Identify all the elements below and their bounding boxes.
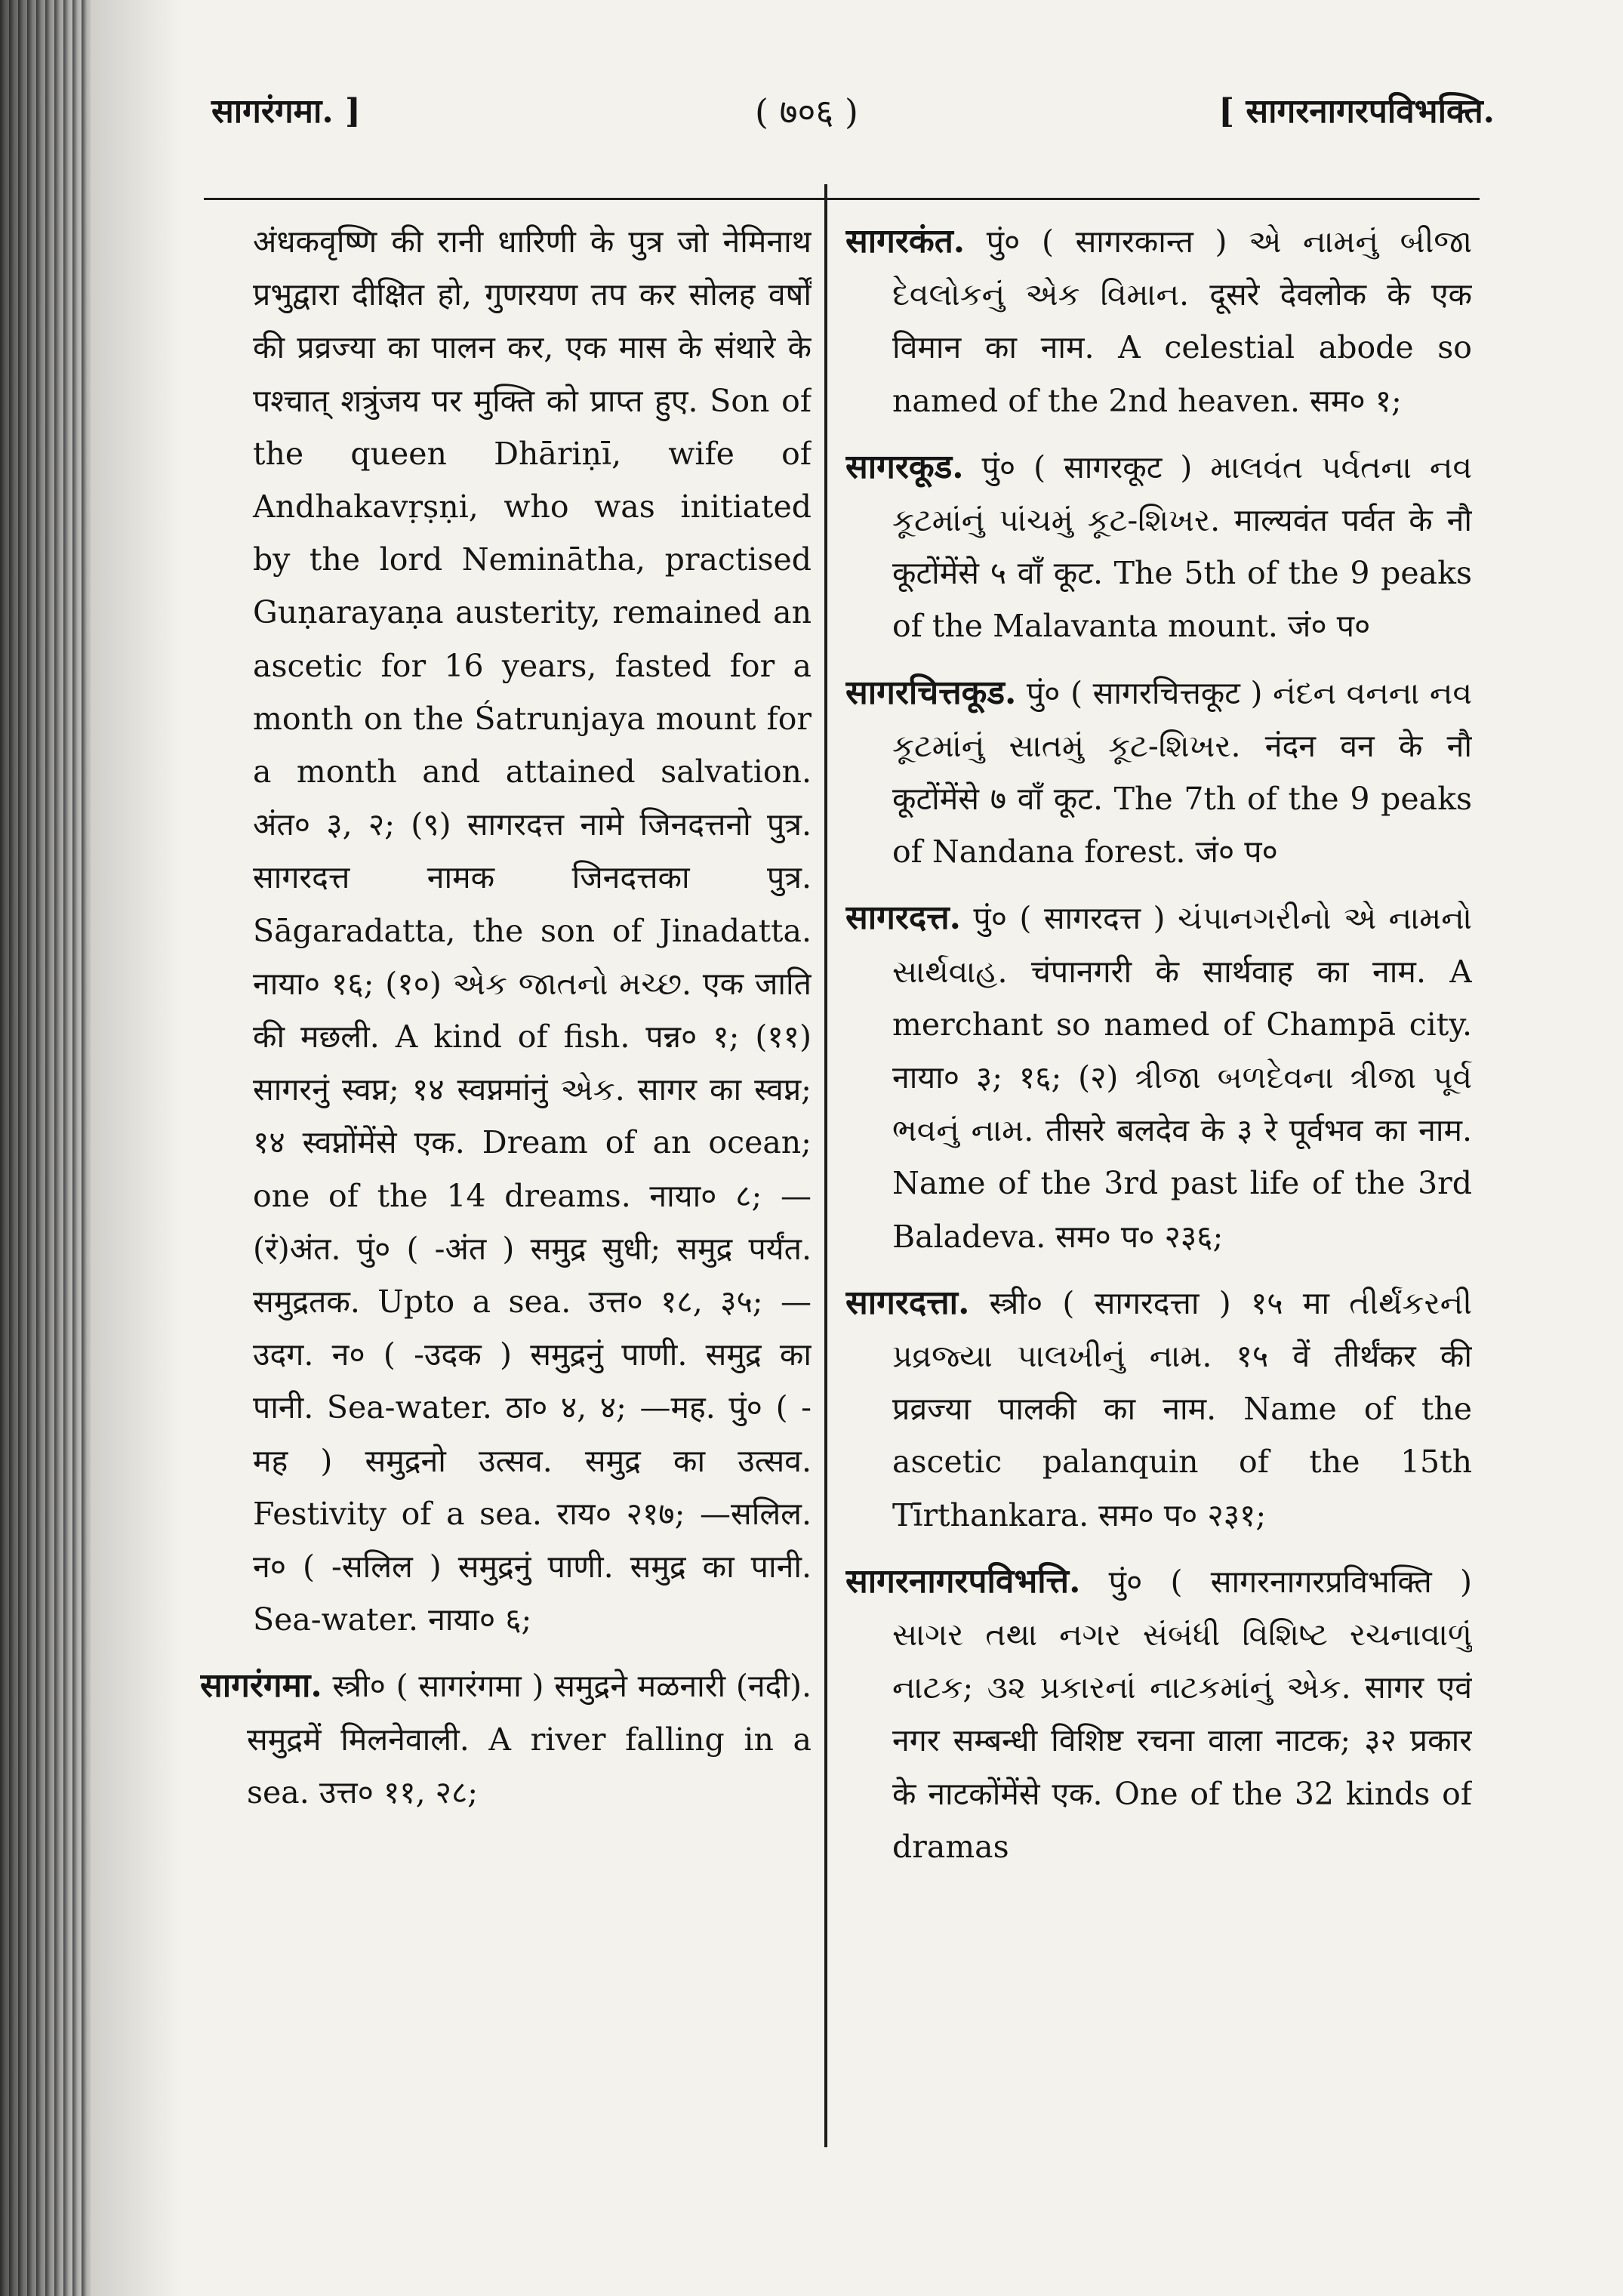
dictionary-entry xyxy=(845,892,1472,1262)
page-number: ( ७०६ ) xyxy=(755,91,858,132)
entry-definition: पुं० ( सागरचित्तकूट ) નંદન વનના નવ કૂટમાંનું સાતમું કૂટ-શિખર. नंदन वन के नौ कूटोंमेंसे ७ वाँ कूट. The 7th of the 9 peaks of Nandana forest. जं० प० xyxy=(892,674,1472,871)
header-left-guideword: सागरंगमा. ] xyxy=(211,92,361,131)
entry-definition: स्त्री० ( सागरंगमा ) समुद्रने मळनारी (नदी). समुद्रमें मिलनेवाली. A river falling in a sea. उत्त० ११, २८; xyxy=(247,1668,812,1811)
dictionary-entry xyxy=(845,1555,1472,1873)
entry-headword: सागरदत्त. xyxy=(845,898,961,938)
entry-headword: सागरंगमा. xyxy=(200,1666,322,1706)
header-rule xyxy=(204,198,1480,200)
running-header xyxy=(211,89,1495,149)
entry-definition: पुं० ( सागरनागरप्रविभक्ति ) સાગર તથા નગર સંબંધી વિશિષ્ટ રચનાવાળું નાટક; ૩૨ પ્રકારનાં નાટકમાંનું એક. सागर एवं नगर सम्बन्धी विशिष्ट रचना वाला नाटक; ३२ प्रकार के नाटकोंमेंसे एक. One of the 32 kinds of dramas xyxy=(892,1563,1472,1865)
dictionary-entry xyxy=(845,215,1472,427)
dictionary-entry xyxy=(845,1277,1472,1542)
entry-headword: सागरकूड. xyxy=(845,447,964,486)
entry-headword: सागरकंत. xyxy=(845,222,965,260)
dictionary-entry xyxy=(200,1660,812,1819)
column-divider xyxy=(824,184,827,2147)
entry-headword: सागरचित्तकूड. xyxy=(845,673,1017,712)
entry-definition: पुं० ( सागरकान्त ) એ નામનું બીજા દેવલોકનું એક વિમાન. दूसरे देवलोक के एक विमान का नाम. A celestial abode so named of the 2nd heaven. सम० १; xyxy=(892,223,1472,419)
entry-headword: सागरदत्ता. xyxy=(845,1283,970,1322)
entry-definition: पुं० ( सागरकूट ) માલવંત પર્વતના નવ કૂટમાંનું પાંચમું કૂટ-શિખર. माल्यवंत पर्वत के नौ कूटोंमेंसे ५ वाँ कूट. The 5th of the 9 peaks of the Malavanta mount. जं० प० xyxy=(892,448,1472,645)
dictionary-entry xyxy=(845,667,1472,879)
dictionary-entry xyxy=(845,441,1472,653)
header-right-guideword: [ सागरनागरपविभक्ति. xyxy=(1218,92,1495,131)
entry-definition: पुं० ( सागरदत्त ) ચંપાનગરીનો એ નામનો સાર્થવાહ. चंपानगरी के सार्थवाह का नाम. A merchant so named of Champā city. नाया० ३; १६; (२) ત્રીજા બળદેવના ત્રીજા પૂર્વ ભવનું નામ. तीसरे बलदेव के ३ रे पूर्वभव का नाम. Name of the 3rd past life of the 3rd Baladeva. सम० प० २३६; xyxy=(892,900,1472,1255)
entry-headword: सागरनागरपविभत्ति. xyxy=(845,1561,1081,1601)
left-column xyxy=(200,215,812,2178)
page-binding-shadow xyxy=(0,0,181,2296)
right-column xyxy=(845,215,1472,2178)
continued-entry: अंधकवृष्णि की रानी धारिणी के पुत्र जो नेमिनाथ प्रभुद्वारा दीक्षित हो, गुणरयण तप कर सोलह वर्षों की प्रव्रज्या का पालन कर, एक मास के संथारे के पश्चात् शत्रुंजय पर मुक्ति को प्राप्त हुए. Son of the queen Dhāriṇī, wife of Andhakavṛṣṇi, who was initiated by the lord Neminātha, practised Guṇarayaṇa austerity, remained an ascetic for 16 years, fasted for a month on the Śatrunjaya mount for a month and attained salvation. अंत० ३, २; (९) सागरदत्त नामे जिनदत्तनो पुत्र. सागरदत्त नामक जिनदत्तका पुत्र. Sāgaradatta, the son of Jinadatta. नाया० १६; (१०) એક જાતનો મચ્છ. एक जाति की मछली. A kind of fish. पन्न० १; (११) सागरनुं स्वप्न; १४ स्वप्नमांनुं એક. सागर का स्वप्न; १४ स्वप्नोंमेंसे एक. Dream of an ocean; one of the 14 dreams. नाया० ८; —(रं)अंत. पुं० ( -अंत ) समुद्र सुधी; समुद्र पर्यंत. समुद्रतक. Upto a sea. उत्त० १८, ३५; —उदग. न० ( -उदक ) समुद्रनुं पाणी. समुद्र का पानी. Sea-water. ठा० ४, ४; —मह. पुं० ( -मह ) समुद्रनो उत्सव. समुद्र का उत्सव. Festivity of a sea. राय० २१७; —सलिल. न० ( -सलिल ) समुद्रनुं पाणी. समुद्र का पानी. Sea-water. नाया० ६; xyxy=(253,223,812,1638)
entry-definition: स्त्री० ( सागरदत्ता ) १५ मा તીર્થંકરની પ્રવ્રજ્યા પાલખીનું નામ. १५ वें तीर्थंकर की प्रव्रज्या पालकी का नाम. Name of the ascetic palanquin of the 15th Tīrthankara. सम० प० २३१; xyxy=(892,1284,1472,1533)
